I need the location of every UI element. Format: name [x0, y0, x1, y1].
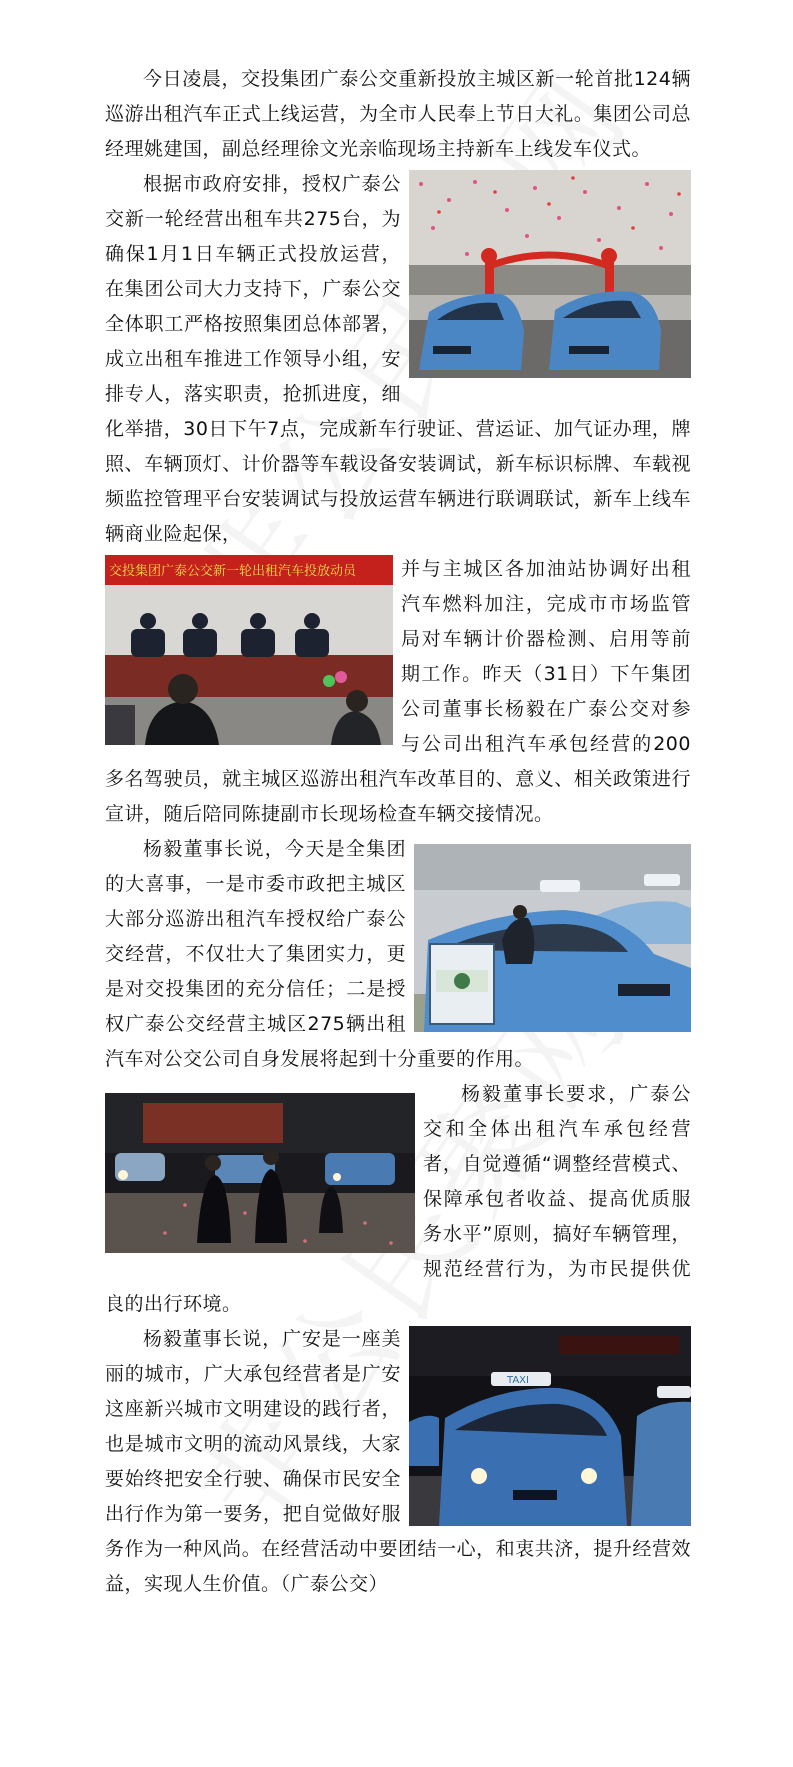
paragraph-1: 今日凌晨，交投集团广泰公交重新投放主城区新一轮首批124辆巡游出租汽车正式上线运营，为全市人民奉上节日大礼。集团公司总经理姚建国，副总经理徐文光亲临现场主持新车上线发车仪式。 [105, 68, 691, 160]
meeting-banner-text: 交投集团广泰公交新一轮出租汽车投放动员 [109, 564, 357, 579]
photo-launch-ceremony [409, 170, 691, 378]
paragraph-3: 并与主城区各加油站协调好出租汽车燃料加注，完成市市场监管局对车辆计价器检测、启用等前期工作。昨天（31日）下午集团公司董事长杨毅在广泰公交对参与公司出租汽车承包经营的200多名驾驶员，就主城区巡游出租汽车改革目的、意义、相关政策进行宣讲，随后陪同陈捷副市长现场检查车辆交接情况。 [105, 558, 691, 825]
article-body [105, 62, 691, 1602]
photo-mobilization-meeting [105, 555, 393, 745]
paragraph-5: 杨毅董事长要求，广泰公交和全体出租汽车承包经营者，自觉遵循“调整经营模式、保障承包者收益、提高优质服务水平”原则，搞好车辆管理，规范经营行为，为市民提供优良的出行环境。 [105, 1083, 691, 1315]
photo-night-launch [105, 1093, 415, 1253]
paragraph-4: 杨毅董事长说，今天是全集团的大喜事，一是市委市政把主城区大部分巡游出租汽车授权给广泰公交经营，不仅壮大了集团实力，更是对交投集团的充分信任；二是授权广泰公交经营主城区275辆出租汽车对公交公司自身发展将起到十分重要的作用。 [105, 838, 535, 1070]
paragraph-6: 杨毅董事长说，广安是一座美丽的城市，广大承包经营者是广安这座新兴城市文明建设的践行者，也是城市文明的流动风景线，大家要始终把安全行驶、确保市民安全出行作为第一要务，把自觉做好服务作为一种风尚。在经营活动中要团结一心，和衷共济，提升经营效益，实现人生价值。（广泰公交） [105, 1328, 691, 1595]
taxi-roof-sign-text: TAXI [507, 1375, 529, 1386]
photo-night-taxis [409, 1326, 691, 1526]
paragraph-2: 根据市政府安排，授权广泰公交新一轮经营出租车共275台，为确保1月1日车辆正式投放运营，在集团公司大力支持下，广泰公交全体职工严格按照集团总体部署，成立出租车推进工作领导小组，安排专人，落实职责，抢抓进度，细化举措，30日下午7点，完成新车行驶证、营运证、加气证办理，牌照、车辆顶灯、计价器等车载设备安装调试，新车标识标牌、车载视频监控管理平台安装调试与投放运营车辆进行联调联试，新车上线车辆商业险起保， [105, 173, 691, 545]
photo-taxi-inspection [414, 844, 691, 1032]
